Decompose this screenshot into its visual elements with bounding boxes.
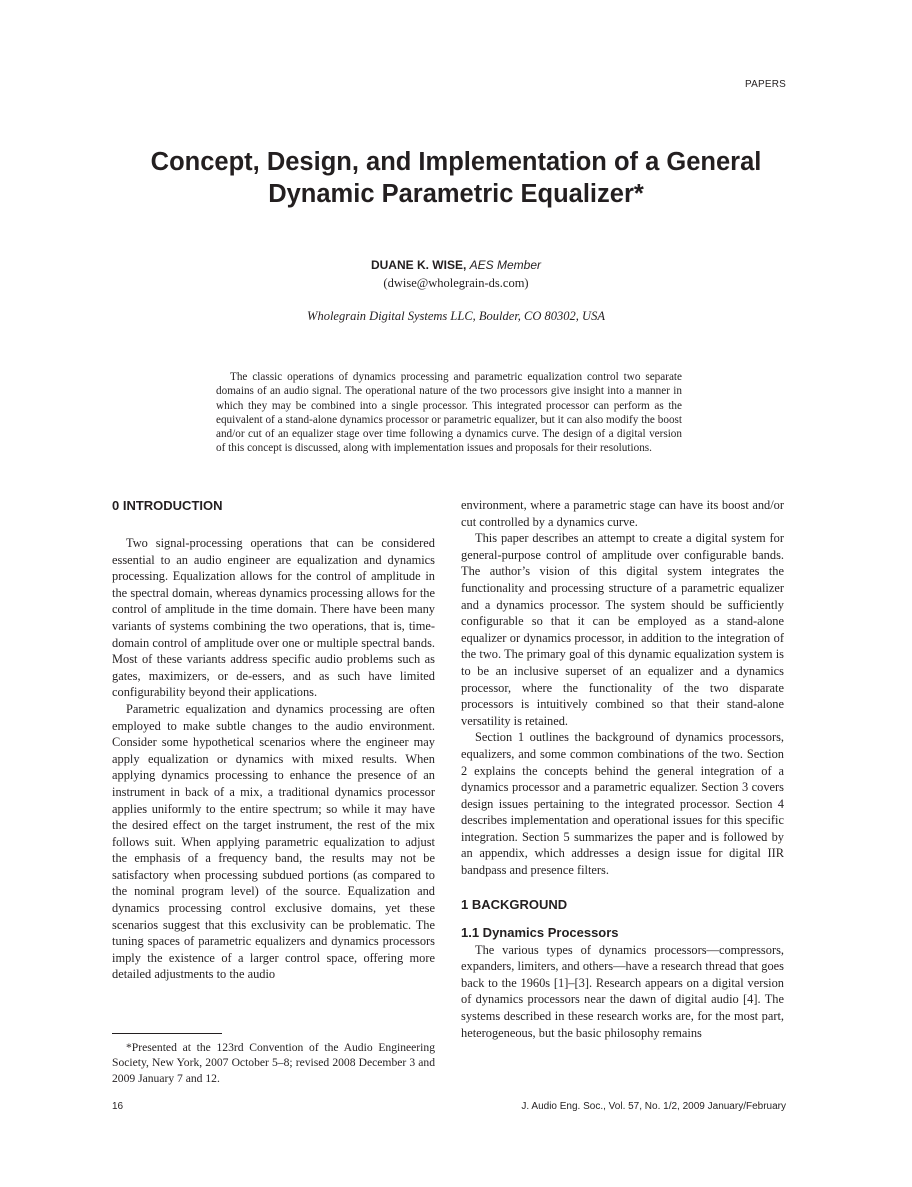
section-heading-introduction: 0 INTRODUCTION <box>112 498 223 513</box>
title-line-2: Dynamic Parametric Equalizer* <box>268 180 644 208</box>
footnote: *Presented at the 123rd Convention of the Audio Engineering Society, New York, 2007 October 5–8; revised 2008 December 3 and 2009 January 7 and 12. <box>112 1041 435 1085</box>
intro-paragraph-3: This paper describes an attempt to create a digital system for general-purpose control of amplitude over configurable bands. The author’s vision of this digital system integrates the functionality and processing structure of a parametric equalizer and a dynamics processor. The system should be sufficiently configurable so that it can be employed as a stand-alone equalizer or dynamics processor, in addition to the integration of the two. The primary goal of this dynamic equalization system is to be an inclusive superset of an equalizer and a dynamics processor, where the functionality of the two disparate processors is intuitively combined so that their stand-alone versatility is retained. <box>461 531 784 728</box>
intro-continuation: environment, where a parametric stage can have its boost and/or cut controlled by a dynamics curve. <box>461 498 784 529</box>
author-membership: AES Member <box>469 258 542 272</box>
right-column <box>461 497 784 1041</box>
paper-title <box>80 146 832 210</box>
page-number: 16 <box>112 1101 124 1112</box>
left-column <box>112 497 435 983</box>
intro-paragraph-1: Two signal-processing operations that can be considered essential to an audio engineer are equalization and dynamics processing. Equalization allows for the control of amplitude in the spectral domain, whereas dynamics processing allows for the control of amplitude in the time domain. There have been many variants of systems combining the two operations, that is, time-domain control of amplitude over one or multiple spectral bands. Most of these variants address specific audio problems such as gates, maximizers, or de-essers, and as such have limited configurability beyond their applications. <box>112 536 435 700</box>
abstract: The classic operations of dynamics processing and parametric equalization control two separate domains of an audio signal. The operational nature of the two processors give insight into a manner in which they may be combined into a single processor. This integrated processor can perform as the equivalent of a stand-alone dynamics processor or parametric equalizer, but it can also modify the boost and/or cut of an equalizer stage over time following a dynamics curve. The design of a digital version of this concept is discussed, along with implementation issues and proposals for their resolutions. <box>216 371 682 455</box>
journal-citation: J. Audio Eng. Soc., Vol. 57, No. 1/2, 2009 January/February <box>521 1101 786 1112</box>
intro-paragraph-4: Section 1 outlines the background of dynamics processors, equalizers, and some common combinations of the two. Section 2 explains the concepts behind the general integration of a dynamics processor and a parametric equalizer. Section 3 covers design issues pertaining to the integrated processor. Section 4 describes implementation and operational issues for this specific integration. Section 5 summarizes the paper and is followed by an appendix, which addresses a design issue for digital IIR bandpass and presence filters. <box>461 730 784 878</box>
intro-paragraph-2: Parametric equalization and dynamics processing are often employed to make subtle changes to the audio environment. Consider some hypothetical scenarios where the engineer may apply equalization or dynamics with mixed results. When applying dynamics processing to enhance the presence of an instrument in back of a mix, a traditional dynamics processor applies uniformly to the entire spectrum; so while it may have the desired effect on the target instrument, the rest of the mix follows suit. When applying parametric equalization to adjust the emphasis of a frequency band, the results may not be satisfactory when processing subdued portions (as compared to the nominal program level) of the source. Equalization and dynamics processing control exclusive domains, yet these scenarios suggest that this exclusivity can be problematic. The tuning spaces of parametric equalizers and dynamics processors imply the existence of a larger control space, offering more detailed adjustments to the audio <box>112 701 435 982</box>
footnote-rule <box>112 1033 222 1034</box>
author-name: DUANE K. WISE, <box>370 258 467 272</box>
subsection-heading-dynamics-processors: 1.1 Dynamics Processors <box>461 924 619 940</box>
section-heading-background: 1 BACKGROUND <box>461 896 568 912</box>
running-head: PAPERS <box>744 79 786 90</box>
title-line-1: Concept, Design, and Implementation of a General <box>150 148 762 176</box>
author-line <box>80 258 832 272</box>
author-email: (dwise@wholegrain-ds.com) <box>383 276 529 290</box>
background-paragraph-1: The various types of dynamics processors—compressors, expanders, limiters, and others—have a research thread that goes back to the 1960s [1]–[3]. Research appears on a digital version of dynamics processors near the dawn of digital audio [4]. The systems described in these research works are, for the most part, heterogeneous, but the basic philosophy remains <box>461 942 784 1040</box>
author-affiliation: Wholegrain Digital Systems LLC, Boulder, CO 80302, USA <box>307 309 605 323</box>
